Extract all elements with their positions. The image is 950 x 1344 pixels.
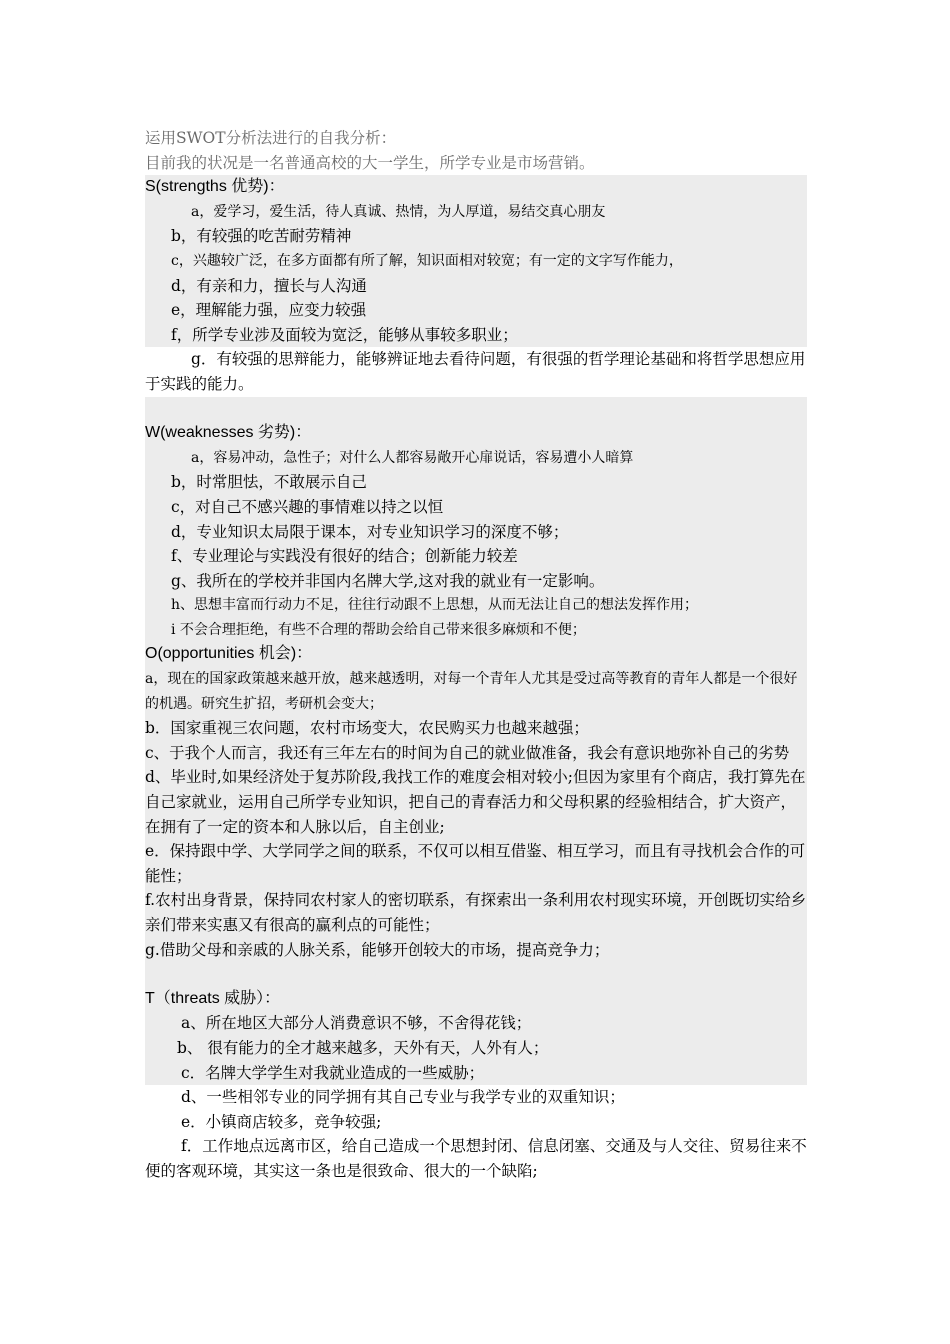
- weakness-item: g、我所在的学校并非国内名牌大学,这对我的就业有一定影响。: [145, 569, 807, 594]
- opportunity-item: c、于我个人而言，我还有三年左右的时间为自己的就业做准备，我会有意识地弥补自己的劣势: [145, 741, 807, 766]
- threat-item: d、一些相邻专业的同学拥有其自己专业与我学专业的双重知识；: [181, 1088, 625, 1107]
- weakness-item: h、思想丰富而行动力不足，往往行动跟不上思想，从而无法让自己的想法发挥作用；: [145, 593, 807, 618]
- strength-item: d，有亲和力，擅长与人沟通: [145, 274, 807, 299]
- threat-item: e．小镇商店较多，竞争较强;: [181, 1112, 382, 1131]
- threat-item: c．名牌大学学生对我就业造成的一些威胁；: [145, 1061, 807, 1086]
- document-body: [145, 126, 807, 1184]
- opportunities-heading: O(opportunities 机会)：: [145, 642, 807, 667]
- opportunity-item: d、毕业时,如果经济处于复苏阶段,我找工作的难度会相对较小;但因为家里有个商店，我打算先在自己家就业，运用自己所学专业知识，把自己的青春活力和父母积累的经验相结合，扩大资产，在拥有了一定的资本和人脉以后，自主创业;: [145, 765, 807, 839]
- strength-item: b，有较强的吃苦耐劳精神: [145, 224, 807, 249]
- opportunity-item: a，现在的国家政策越来越开放，越来越透明，对每一个青年人尤其是受过高等教育的青年人都是一个很好的机遇。研究生扩招，考研机会变大；: [145, 667, 807, 716]
- strength-item: f，所学专业涉及面较为宽泛，能够从事较多职业；: [145, 323, 807, 348]
- threat-item: a、所在地区大部分人消费意识不够，不舍得花钱；: [145, 1011, 807, 1036]
- weakness-item: b，时常胆怯，不敢展示自己: [145, 470, 807, 495]
- section-spacer: [145, 397, 807, 422]
- weaknesses-heading: W(weaknesses 劣势)：: [145, 421, 807, 446]
- weakness-item: c，对自己不感兴趣的事情难以持之以恒: [145, 495, 807, 520]
- threats-heading: T（threats 威胁）：: [145, 987, 807, 1012]
- weakness-item: i 不会合理拒绝，有些不合理的帮助会给自己带来很多麻烦和不便；: [145, 618, 807, 643]
- strength-item: a，爱学习，爱生活，待人真诚、热情，为人厚道，易结交真心朋友: [145, 200, 807, 225]
- weakness-item: f、专业理论与实践没有很好的结合；创新能力较差: [145, 544, 807, 569]
- opportunity-item: b．国家重视三农问题，农村市场变大，农民购买力也越来越强；: [145, 716, 807, 741]
- strengths-heading: S(strengths 优势)：: [145, 175, 807, 200]
- threat-item: f．工作地点远离市区，给自己造成一个思想封闭、信息闭塞、交通及与人交往、贸易往来不便的客观环境，其实这一条也是很致命、很大的一个缺陷;: [145, 1137, 807, 1180]
- opportunity-item: e．保持跟中学、大学同学之间的联系，不仅可以相互借鉴、相互学习，而且有寻找机会合作的可能性；: [145, 839, 807, 888]
- document-title: 运用SWOT分析法进行的自我分析：: [145, 129, 397, 147]
- strength-item: c，兴趣较广泛，在多方面都有所了解，知识面相对较宽；有一定的文字写作能力，: [145, 249, 807, 274]
- threat-item: b、 很有能力的全才越来越多，天外有天，人外有人；: [145, 1036, 807, 1061]
- weakness-item: d，专业知识太局限于课本，对专业知识学习的深度不够；: [145, 520, 807, 545]
- current-status: 目前我的状况是一名普通高校的大一学生，所学专业是市场营销。: [145, 153, 595, 172]
- strength-item: e，理解能力强，应变力较强: [145, 298, 807, 323]
- opportunity-item: g.借助父母和亲戚的人脉关系，能够开创较大的市场，提高竞争力；: [145, 938, 807, 963]
- weakness-item: a，容易冲动，急性子；对什么人都容易敞开心扉说话，容易遭小人暗算: [145, 446, 807, 471]
- strength-item: g．有较强的思辩能力，能够辨证地去看待问题，有很强的哲学理论基础和将哲学思想应用于实践的能力。: [145, 350, 806, 393]
- section-spacer: [145, 962, 807, 987]
- opportunity-item: f.农村出身背景，保持同农村家人的密切联系，有探索出一条利用农村现实环境，开创既切实给乡亲们带来实惠又有很高的赢利点的可能性；: [145, 888, 807, 937]
